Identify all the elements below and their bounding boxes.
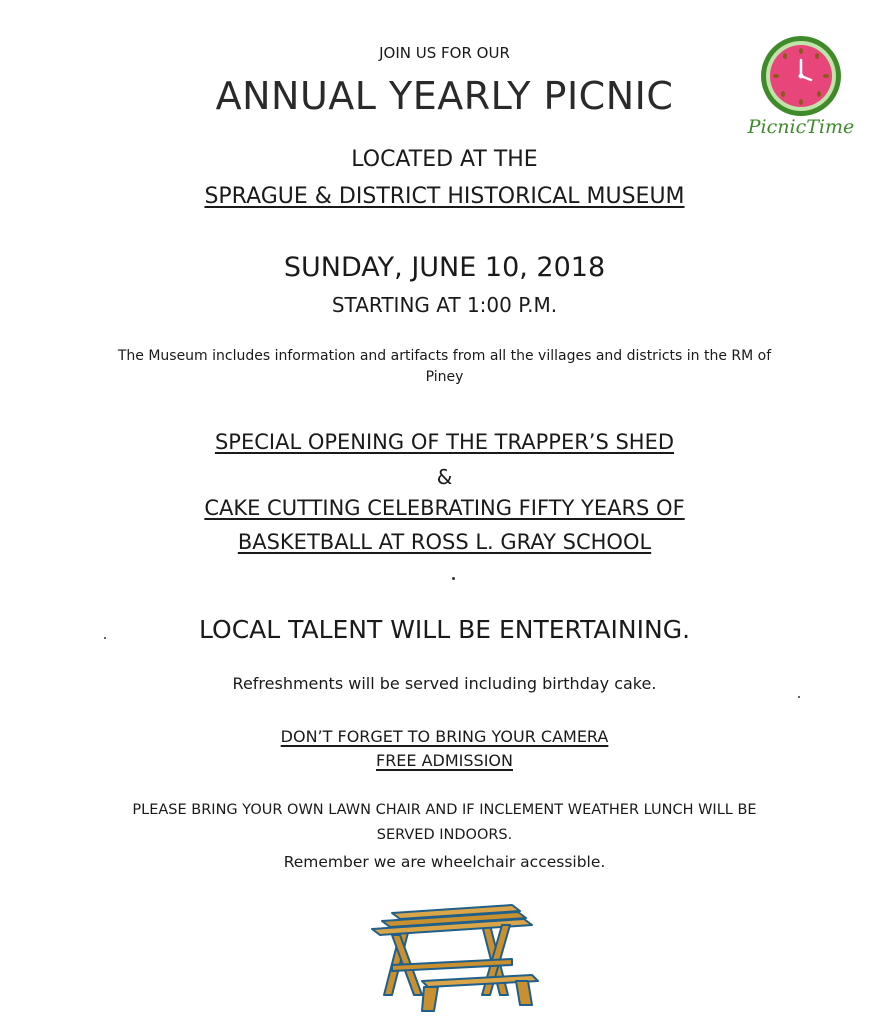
cake-cutting-line2-text: BASKETBALL AT ROSS L. GRAY SCHOOL: [237, 530, 652, 554]
camera-reminder: [0, 727, 889, 746]
entertainment-text: LOCAL TALENT WILL BE ENTERTAINING.: [198, 615, 691, 644]
location-name-text: SPRAGUE & DISTRICT HISTORICAL MUSEUM: [204, 184, 685, 209]
accessibility-note: Remember we are wheelchair accessible.: [283, 853, 606, 871]
free-admission-text: FREE ADMISSION: [375, 751, 513, 770]
intro-text: JOIN US FOR OUR: [379, 44, 510, 62]
lawn-chair-note-line2: SERVED INDOORS.: [376, 827, 513, 843]
camera-reminder-text: DON’T FORGET TO BRING YOUR CAMERA: [280, 727, 609, 746]
logo-text: PicnicTime: [747, 116, 855, 138]
start-time: STARTING AT 1:00 P.M.: [331, 293, 558, 317]
stray-dot: [798, 696, 800, 698]
page-title: ANNUAL YEARLY PICNIC: [215, 74, 674, 118]
cake-cutting-line1: [0, 496, 889, 520]
lawn-chair-note-line1: PLEASE BRING YOUR OWN LAWN CHAIR AND IF INCLEMENT WEATHER LUNCH WILL BE: [132, 802, 757, 818]
museum-info-line2: Piney: [425, 369, 464, 385]
cake-cutting-line1-text: CAKE CUTTING CELEBRATING FIFTY YEARS OF: [204, 496, 685, 520]
location-intro: LOCATED AT THE: [351, 147, 538, 172]
cake-cutting-line2: [0, 530, 889, 554]
ampersand: &: [436, 465, 453, 489]
location-name: [0, 184, 889, 209]
special-opening: [0, 430, 889, 454]
picnic-table-icon: [362, 895, 542, 1015]
event-date: SUNDAY, JUNE 10, 2018: [283, 252, 606, 283]
free-admission: [0, 751, 889, 770]
special-opening-text: SPECIAL OPENING OF THE TRAPPER’S SHED: [214, 430, 675, 454]
museum-info-line1: The Museum includes information and artifacts from all the villages and districts in the RM of: [117, 348, 772, 364]
stray-dot: [452, 577, 455, 580]
refreshments-text: Refreshments will be served including birthday cake.: [232, 674, 657, 693]
watermelon-clock-icon: [736, 36, 866, 156]
